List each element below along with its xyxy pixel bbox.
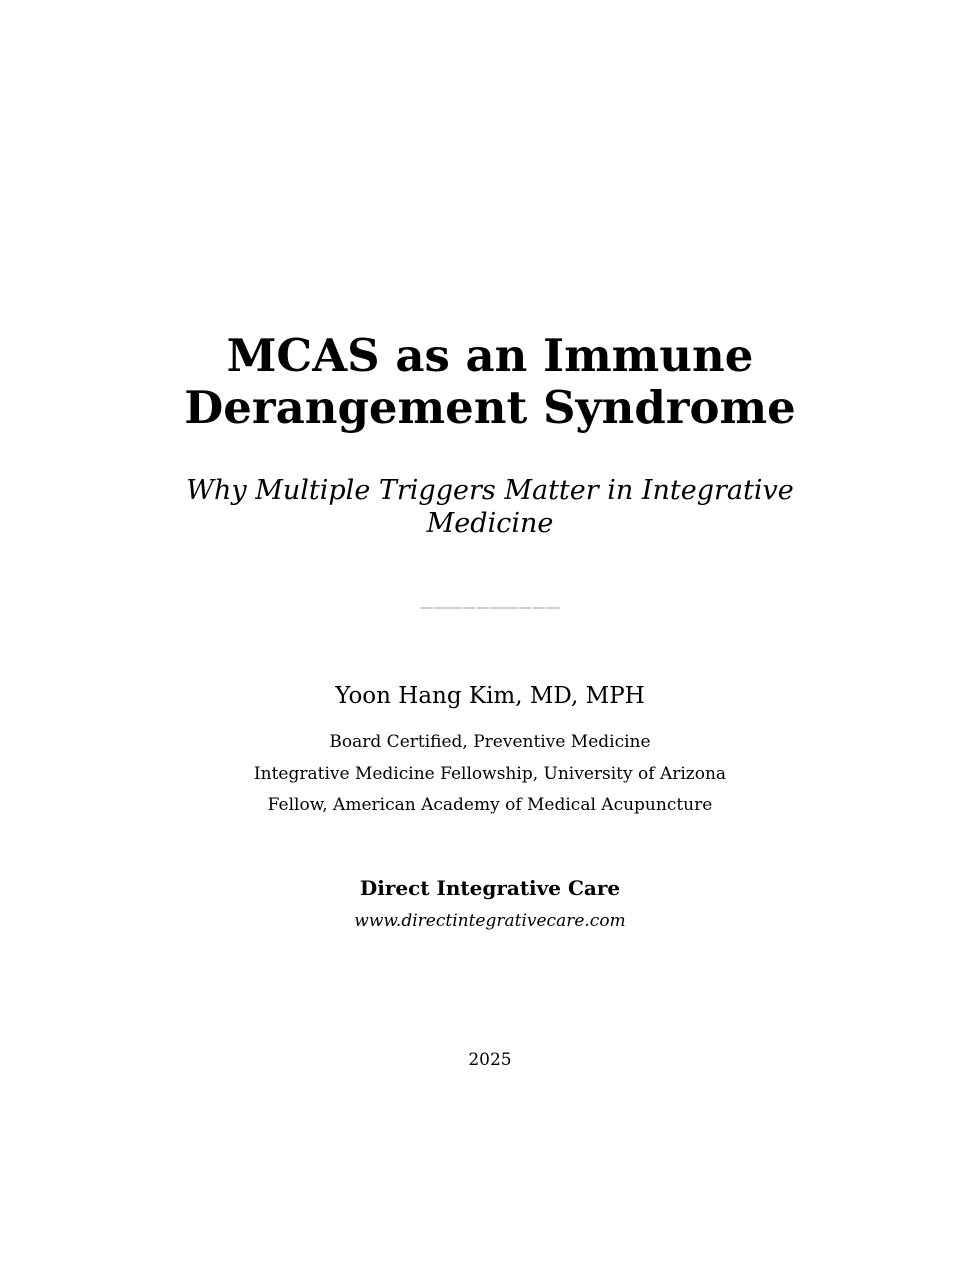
organization-website: www.directintegrativecare.com <box>354 911 626 931</box>
publication-year: 2025 <box>468 1050 512 1070</box>
document-subtitle: Why Multiple Triggers Matter in Integrative Medicine <box>186 475 794 539</box>
title-line-1: MCAS as an Immune <box>226 329 754 382</box>
document-title <box>0 330 980 434</box>
organization-name: Direct Integrative Care <box>359 876 621 900</box>
credential-line: Integrative Medicine Fellowship, University of Arizona <box>253 764 727 784</box>
divider-line: —————————— <box>420 600 560 616</box>
credential-line: Fellow, American Academy of Medical Acupuncture <box>267 795 713 815</box>
author-name: Yoon Hang Kim, MD, MPH <box>335 683 645 709</box>
title-line-2: Derangement Syndrome <box>184 381 796 434</box>
credential-line: Board Certified, Preventive Medicine <box>329 732 651 752</box>
